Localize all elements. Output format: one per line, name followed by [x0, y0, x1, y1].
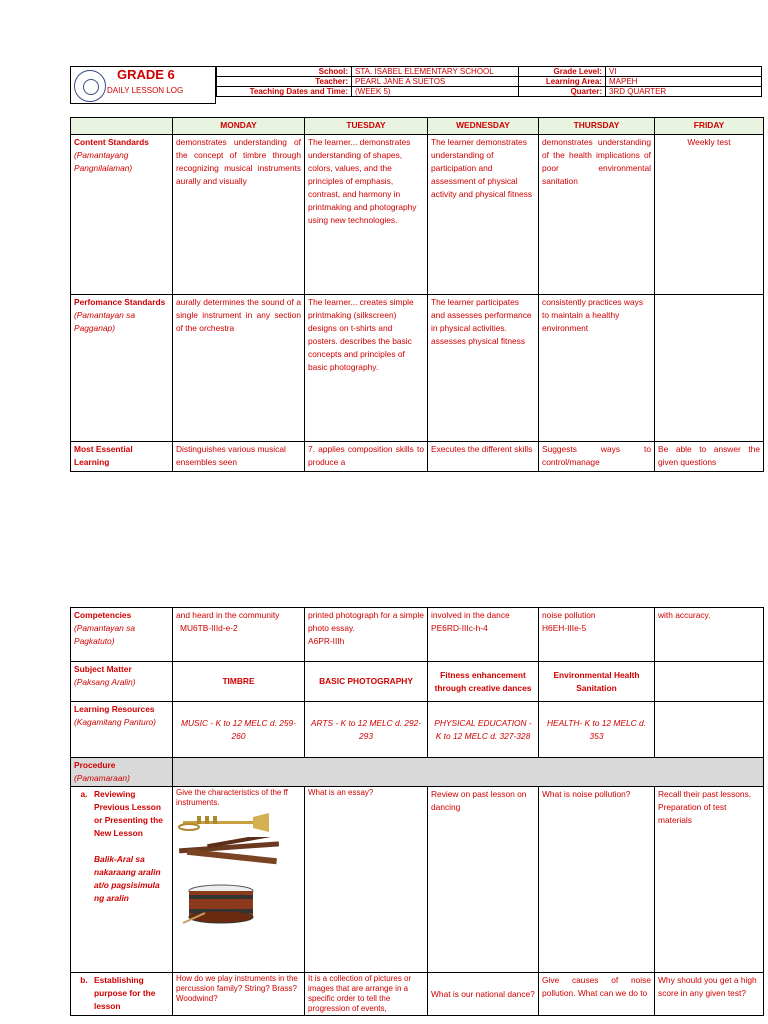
row-header-purpose: [71, 973, 173, 1016]
cell: Be able to answer the given questions: [655, 442, 764, 472]
row-sublabel: (Pamantayan sa Pagkatuto): [74, 623, 135, 646]
cell: Environmental Health Sanitation: [539, 662, 655, 702]
quarter-value: 3RD QUARTER: [606, 87, 762, 97]
cell: What is noise pollution?: [539, 787, 655, 973]
teacher-label: Teacher:: [217, 77, 352, 87]
cell: [655, 662, 764, 702]
step-letter: b.: [80, 975, 88, 985]
row-header-melc: Most Essential Learning: [71, 442, 173, 472]
woodwind-instruments-image: [177, 837, 287, 867]
cell: HEALTH- K to 12 MELC d. 353: [539, 702, 655, 758]
cell: Give causes of noise pollution. What can we do to: [539, 973, 655, 1016]
cell-text: involved in the dance: [431, 610, 510, 620]
cell: [539, 608, 655, 662]
cell: How do we play instruments in the percussion family? String? Brass? Woodwind?: [173, 973, 305, 1016]
cell: Review on past lesson on dancing: [428, 787, 539, 973]
grade-title: GRADE 6: [117, 67, 175, 82]
cell-text: and heard in the community: [176, 610, 280, 620]
lesson-table-2: [70, 607, 764, 1016]
row-label: Reviewing Previous Lesson or Presenting the New Lesson: [94, 789, 163, 838]
table-row: [71, 295, 764, 442]
cell: Distinguishes various musical ensembles seen: [173, 442, 305, 472]
cell: aurally determines the sound of a single instrument in any section of the orchestra: [173, 295, 305, 442]
cell: Fitness enhancement through creative dances: [428, 662, 539, 702]
row-header-learning-resources: [71, 702, 173, 758]
cell: Executes the different skills: [428, 442, 539, 472]
row-sublabel: Balik-Aral sa nakaraang aralin at/o pagsisimula ng aralin: [94, 854, 161, 903]
day-friday: FRIDAY: [655, 118, 764, 135]
row-label: Learning Resources: [74, 704, 155, 714]
cell: The learner... demonstrates understanding of shapes, colors, values, and the principles of emphasis, contrast, and harmony in printmaking and photography using new technologies.: [305, 135, 428, 295]
cell-code: PE6RD-IIIc-h-4: [431, 623, 488, 633]
cell: PHYSICAL EDUCATION - K to 12 MELC d. 327-328: [428, 702, 539, 758]
cell: Why should you get a high score in any given test?: [655, 973, 764, 1016]
cell: Recall their past lessons. Preparation of test materials: [655, 787, 764, 973]
cell-text: noise pollution: [542, 610, 596, 620]
cell: [655, 295, 764, 442]
table-row: [71, 787, 764, 973]
dates-value: (WEEK 5): [352, 87, 519, 97]
lesson-table-1: [70, 117, 764, 472]
table-row: [71, 442, 764, 472]
cell: The learner participates and assesses performance in physical activities. assesses physical fitness: [428, 295, 539, 442]
cell: BASIC PHOTOGRAPHY: [305, 662, 428, 702]
cell: demonstrates understanding of the health implications of poor environmental sanitation: [539, 135, 655, 295]
cell: 7. applies composition skills to produce a: [305, 442, 428, 472]
teacher-value: PEARL JANE A SUETOS: [352, 77, 519, 87]
cell: The learner... creates simple printmaking (silkscreen) designs on t-shirts and posters. describes the basic concepts and principles of basic photography.: [305, 295, 428, 442]
procedure-span: [173, 758, 764, 787]
cell: consistently practices ways to maintain a healthy environment: [539, 295, 655, 442]
step-letter: a.: [80, 789, 88, 799]
row-sublabel: (Kagamitang Panturo): [74, 717, 156, 727]
learning-area-label: Learning Area:: [519, 77, 606, 87]
day-header-empty: [71, 118, 173, 135]
cell: MUSIC - K to 12 MELC d. 259-260: [173, 702, 305, 758]
table-row: [71, 135, 764, 295]
quarter-label: Quarter:: [519, 87, 606, 97]
row-header-reviewing: [71, 787, 173, 973]
row-sublabel: (Paksang Aralin): [74, 677, 136, 687]
cell: ARTS - K to 12 MELC d. 292-293: [305, 702, 428, 758]
cell-code: H6EH-IIIe-5: [542, 623, 587, 633]
school-label: School:: [217, 67, 352, 77]
row-label: Content Standards: [74, 137, 149, 147]
step-header: [74, 788, 169, 840]
row-header-subject-matter: [71, 662, 173, 702]
cell: [655, 702, 764, 758]
day-wednesday: WEDNESDAY: [428, 118, 539, 135]
table-row: [71, 702, 764, 758]
row-sublabel: (Pamamaraan): [74, 773, 130, 783]
row-header-procedure: [71, 758, 173, 787]
row-label: Procedure: [74, 760, 116, 770]
row-sublabel: (Pamantayang Pangnilalaman): [74, 150, 133, 173]
cell: [173, 608, 305, 662]
cell: What is an essay?: [305, 787, 428, 973]
school-value: STA. ISABEL ELEMENTARY SCHOOL: [352, 67, 519, 77]
cell: [305, 608, 428, 662]
row-label: Subject Matter: [74, 664, 132, 674]
step-header: [74, 974, 169, 1013]
title-box: [70, 66, 216, 104]
info-table: [216, 66, 762, 97]
cell-text: Give the characteristics of the ff instruments.: [176, 788, 288, 807]
deped-seal-logo: [74, 70, 106, 102]
cell: What is our national dance?: [428, 973, 539, 1016]
row-sublabel: (Pamantayan sa Pagganap): [74, 310, 135, 333]
cell: The learner demonstrates understanding of participation and assessment of physical activity and physical fitness: [428, 135, 539, 295]
grade-level-value: VI: [606, 67, 762, 77]
cell: [173, 787, 305, 973]
row-header-competencies: [71, 608, 173, 662]
table-row: [71, 973, 764, 1016]
row-header-content-standards: [71, 135, 173, 295]
day-thursday: THURSDAY: [539, 118, 655, 135]
table-row: [71, 608, 764, 662]
cell: with accuracy.: [655, 608, 764, 662]
cell: It is a collection of pictures or images that are arrange in a specific order to tell the progression of events,: [305, 973, 428, 1016]
cell: TIMBRE: [173, 662, 305, 702]
snare-drum-image: [181, 883, 261, 927]
log-title: DAILY LESSON LOG: [107, 86, 184, 95]
cell-code: A6PR-IIIh: [308, 636, 345, 646]
procedure-row: [71, 758, 764, 787]
cell-text: printed photograph for a simple photo essay.: [308, 610, 424, 633]
learning-area-value: MAPEH: [606, 77, 762, 87]
cell: demonstrates understanding of the concept of timbre through recognizing musical instruments aurally and visually: [173, 135, 305, 295]
row-label: Establishing purpose for the lesson: [94, 975, 156, 1011]
cell: Weekly test: [655, 135, 764, 295]
trumpet-image: [177, 813, 273, 833]
header: [70, 66, 762, 104]
grade-level-label: Grade Level:: [519, 67, 606, 77]
day-tuesday: TUESDAY: [305, 118, 428, 135]
cell-code: MU6TB-IIId-e-2: [180, 623, 238, 633]
row-header-performance-standards: [71, 295, 173, 442]
row-label: Perfomance Standards: [74, 297, 166, 307]
cell: Suggests ways to control/manage: [539, 442, 655, 472]
row-label: Competencies: [74, 610, 132, 620]
table-row: [71, 662, 764, 702]
day-header-row: [71, 118, 764, 135]
cell: [428, 608, 539, 662]
day-monday: MONDAY: [173, 118, 305, 135]
dates-label: Teaching Dates and Time:: [217, 87, 352, 97]
